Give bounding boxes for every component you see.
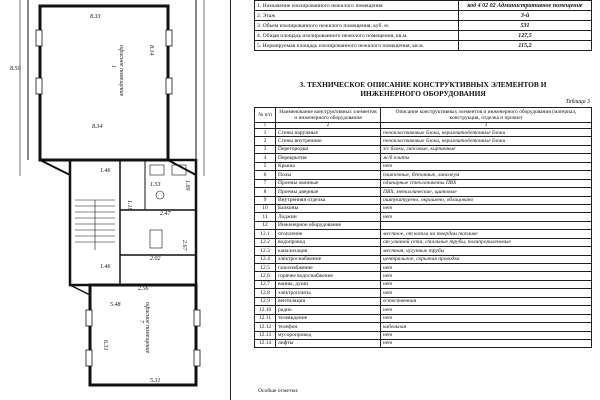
table-row	[255, 339, 592, 347]
row-element-name: Проемы дверные	[276, 188, 381, 196]
row-element-name: вентиляция	[276, 297, 381, 305]
row-number: 11	[255, 213, 276, 221]
row-element-name: Проемы оконные	[276, 179, 381, 187]
plan-dim: 1.19	[126, 200, 132, 211]
row-description: плиточные, бетонные, линолеум	[381, 171, 592, 179]
table-row	[255, 204, 592, 212]
row-description: нет	[381, 213, 592, 221]
table-row	[255, 297, 592, 305]
summary-label: 1. Назначение изолированного нежилого помещения	[255, 1, 459, 11]
row-number: 12.10	[255, 306, 276, 314]
row-description: нет	[381, 162, 592, 170]
row-number: 12.6	[255, 272, 276, 280]
summary-row	[255, 31, 592, 41]
row-element-name: Лоджии	[276, 213, 381, 221]
room-number: 7	[138, 320, 144, 323]
row-element-name: мусоропровод	[276, 331, 381, 339]
special-notes: Особые отметки:	[258, 388, 299, 394]
row-number: 12.9	[255, 297, 276, 305]
table-row	[255, 129, 592, 137]
row-number: 7	[255, 179, 276, 187]
row-description: одинарные стеклопакеты ПВХ	[381, 179, 592, 187]
row-number: 5	[255, 162, 276, 170]
table-label: Таблица 3	[565, 99, 590, 105]
row-element-name: отопление	[276, 230, 381, 238]
table-row	[255, 171, 592, 179]
table-row	[255, 221, 592, 229]
table-row	[255, 179, 592, 187]
row-description: ПВХ, металлические, щитовые	[381, 188, 592, 196]
plan-dim: 1.46	[100, 264, 111, 270]
row-description: нет	[381, 280, 592, 288]
row-description: ж/б плиты	[381, 154, 592, 162]
summary-label: 4. Общая площадь изолированного нежилого помещения, кв.м.	[255, 31, 459, 41]
row-description: нет	[381, 314, 592, 322]
row-number: 3	[255, 145, 276, 153]
summary-value: 127,5	[459, 31, 592, 41]
header-desc: Описание конструктивных элементов и инженерного оборудования (материал, конструкция, отделка и прочие)	[381, 108, 592, 123]
room-label: офисное помещение	[118, 45, 124, 97]
table-row	[255, 154, 592, 162]
section-title: 3. ТЕХНИЧЕСКОЕ ОПИСАНИЕ КОНСТРУКТИВНЫХ ЭЛЕМЕНТОВ И ИНЖЕНЕРНОГО ОБОРУДОВАНИЯ	[299, 80, 547, 98]
row-description: центральное, скрытая проводка	[381, 255, 592, 263]
row-number: 6	[255, 171, 276, 179]
row-description: нет	[381, 204, 592, 212]
plan-dim: 2.67	[181, 240, 187, 251]
row-description: нет	[381, 306, 592, 314]
row-element-name: Инженерное оборудование	[276, 221, 381, 229]
room-number: 1	[110, 65, 116, 68]
row-number: 12.7	[255, 280, 276, 288]
row-description: местное, от котла на твердом топливе	[381, 230, 592, 238]
row-number: 12	[255, 221, 276, 229]
row-description: нет	[381, 272, 592, 280]
row-element-name: телевидение	[276, 314, 381, 322]
document-sheet	[240, 0, 598, 400]
sheet-divider	[230, 0, 231, 400]
row-description: пенопластиковые блоки, керамзитобетонные блоки	[381, 129, 592, 137]
row-element-name: водопровод	[276, 238, 381, 246]
plan-dim: 8.14	[148, 45, 154, 56]
plan-dim: 8.33	[90, 14, 101, 20]
summary-row	[255, 21, 592, 31]
plan-dim: 1.89	[184, 180, 190, 191]
floor-plan	[0, 0, 232, 400]
row-element-name: Перегородки	[276, 145, 381, 153]
row-number: 8	[255, 188, 276, 196]
summary-table	[254, 0, 592, 51]
header-num: № п/п	[255, 108, 276, 123]
plan-dim: 2.02	[150, 256, 161, 262]
row-description: кабельная	[381, 323, 592, 331]
summary-label: 3. Объем изолированного нежилого помещения, куб. м.	[255, 21, 459, 31]
summary-label: 2. Этаж	[255, 11, 459, 21]
row-element-name: лифты	[276, 339, 381, 347]
table-row	[255, 314, 592, 322]
summary-value: код 4 02 02 Административное помещение	[459, 1, 592, 11]
row-number: 12.12	[255, 323, 276, 331]
row-number: 1	[255, 129, 276, 137]
table-row	[255, 272, 592, 280]
row-number: 2	[255, 137, 276, 145]
row-description: нет	[381, 339, 592, 347]
row-number: 4	[255, 154, 276, 162]
row-description: нет	[381, 331, 592, 339]
plan-dim: 6.31	[102, 340, 108, 351]
row-element-name: Внутренняя отделка	[276, 196, 381, 204]
row-number: 12.1	[255, 230, 276, 238]
row-description: местная, чугунные трубы	[381, 247, 592, 255]
table-row	[255, 238, 592, 246]
plan-dim: 5.31	[150, 378, 161, 384]
plan-dim: 8.34	[92, 124, 103, 130]
row-element-name: телефон	[276, 323, 381, 331]
summary-value: 531	[459, 21, 592, 31]
row-number: 12.3	[255, 247, 276, 255]
row-element-name: Полы	[276, 171, 381, 179]
index-cell: 3	[381, 123, 592, 129]
row-element-name: ванны, души	[276, 280, 381, 288]
table-row	[255, 196, 592, 204]
table-row	[255, 188, 592, 196]
row-description: оштукатурено, окрашено, облицовано	[381, 196, 592, 204]
row-description: от уличной сети, стальные трубы, полипропиленовые	[381, 238, 592, 246]
row-number: 12.11	[255, 314, 276, 322]
room-label: офисное помещение	[144, 302, 150, 354]
row-number: 12.2	[255, 238, 276, 246]
elements-table	[254, 107, 592, 348]
table-row	[255, 213, 592, 221]
table-row	[255, 280, 592, 288]
row-description: естественная	[381, 297, 592, 305]
table-row	[255, 331, 592, 339]
summary-row	[255, 11, 592, 21]
index-cell: 1	[255, 123, 276, 129]
row-element-name: Балконы	[276, 204, 381, 212]
plan-dim: 8.50	[10, 66, 21, 72]
summary-value: 3-й	[459, 11, 592, 21]
row-description	[381, 221, 592, 229]
header-name: Наименование конструктивных элементов и инженерного оборудования	[276, 108, 381, 123]
row-element-name: радио	[276, 306, 381, 314]
row-element-name: газоснабжение	[276, 264, 381, 272]
row-element-name: Стены внутренние	[276, 137, 381, 145]
row-number: 12.5	[255, 264, 276, 272]
table-row	[255, 255, 592, 263]
row-element-name: Стены наружные	[276, 129, 381, 137]
row-element-name: Крыша	[276, 162, 381, 170]
summary-value: 115,2	[459, 41, 592, 51]
row-number: 9	[255, 196, 276, 204]
plan-dim: 2.47	[160, 211, 171, 217]
table-row	[255, 264, 592, 272]
row-number: 12.13	[255, 331, 276, 339]
row-element-name: Перекрытия	[276, 154, 381, 162]
plan-dim: 1.46	[100, 168, 111, 174]
plan-dim: 2.56	[138, 286, 149, 292]
table-row	[255, 230, 592, 238]
summary-label: 5. Нормируемая площадь изолированного нежилого помещения, кв.м.	[255, 41, 459, 51]
row-number: 12.4	[255, 255, 276, 263]
row-description: пенопластиковые блоки, керамзитобетонные блоки	[381, 137, 592, 145]
summary-row	[255, 1, 592, 11]
row-description: нет	[381, 264, 592, 272]
row-number: 10	[255, 204, 276, 212]
table-row	[255, 323, 592, 331]
summary-row	[255, 41, 592, 51]
table-row	[255, 162, 592, 170]
plan-dim: 1.53	[150, 182, 161, 188]
table-row	[255, 306, 592, 314]
table-row	[255, 289, 592, 297]
row-description: з/с блоки, гипсовые, кирпичные	[381, 145, 592, 153]
plan-dim: 5.48	[110, 302, 121, 308]
row-number: 12.8	[255, 289, 276, 297]
row-description: нет	[381, 289, 592, 297]
row-element-name: электроснабжение	[276, 255, 381, 263]
index-cell: 2	[276, 123, 381, 129]
row-element-name: горячее водоснабжение	[276, 272, 381, 280]
row-number: 12.14	[255, 339, 276, 347]
table-row	[255, 145, 592, 153]
table-row	[255, 247, 592, 255]
row-element-name: электроплиты	[276, 289, 381, 297]
table-row	[255, 137, 592, 145]
row-element-name: канализация	[276, 247, 381, 255]
